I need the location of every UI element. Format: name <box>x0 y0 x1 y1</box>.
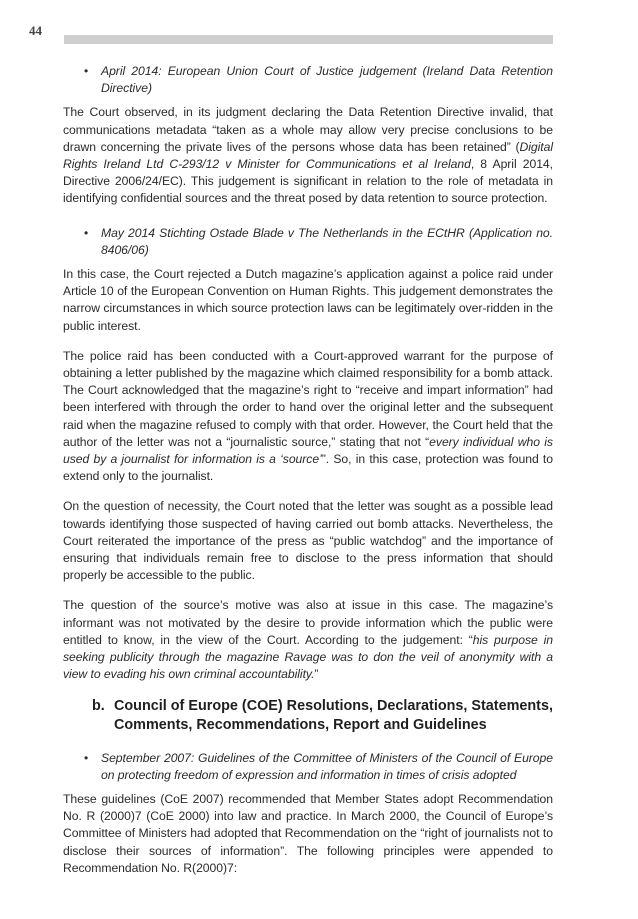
paragraph-text: ” <box>314 667 319 682</box>
case-citation: Digital Rights Ireland Ltd C-293/12 v Minister for Communications et al Ireland <box>63 139 553 172</box>
paragraph-text: , 8 April 2014, Directive 2006/24/EC). This judgement is significant in relation to the role of metadata in identifying confidential sources and the threat posed by data retention to source protection. <box>63 157 553 206</box>
section-title: Council of Europe (COE) Resolutions, Declarations, Statements, Comments, Recommendations, Report and Guidelines <box>114 697 553 733</box>
paragraph-text: The Court observed, in its judgment declaring the Data Retention Directive invalid, that communications metadata “taken as a whole may allow very precise conclusions to be drawn concerning the private lives of the persons whose data has been retained” ( <box>63 105 553 154</box>
section-heading <box>63 697 553 735</box>
quote-text: every individual who is used by a journalist for information is a ‘source’ <box>63 434 553 467</box>
page-content <box>63 63 553 890</box>
paragraph <box>63 104 553 207</box>
bullet-item <box>63 63 553 97</box>
paragraph-text: The police raid has been conducted with a Court-approved warrant for the purpose of obtaining a letter published by the magazine which claimed responsibility for a bomb attack. The Court acknowledged that the magazine’s right to “receive and impart information” had been interfered with through the order to hand over the original letter and the subsequent raid when the magazine refused to comply with that order. However, the Court held that the author of the letter was not a “journalistic source,” stating that not “ <box>63 348 553 449</box>
paragraph <box>63 348 553 486</box>
paragraph <box>63 597 553 683</box>
paragraph-text: ”. So, in this case, protection was found to extend only to the journalist. <box>63 452 553 484</box>
quote-text: his purpose in seeking publicity through the magazine Ravage was to don the veil of anonymity with a view to evading his own criminal accountability. <box>63 632 553 682</box>
bullet-heading: April 2014: European Union Court of Justice judgement (Ireland Data Retention Directive) <box>101 64 553 96</box>
paragraph: In this case, the Court rejected a Dutch magazine’s application against a police raid under Article 10 of the European Convention on Human Rights. This judgement demonstrates the narrow circumstances in which source protection laws can be legitimately over-ridden in the public interest. <box>63 267 553 333</box>
paragraph-text: The question of the source’s motive was also at issue in this case. The magazine’s informant was not motivated by the desire to provide information which the public were entitled to know, in the view of the Court. According to the judgement: “ <box>63 598 553 647</box>
paragraph: These guidelines (CoE 2007) recommended that Member States adopt Recommendation No. R (2000)7 (CoE 2000) into law and practice. In March 2000, the Council of Europe’s Committee of Ministers had adopted that Recommendation on the “right of journalists not to disclose their sources of information”. The following principles were appended to Recommendation No. R(2000)7: <box>63 791 553 875</box>
section-letter: b. <box>92 697 105 714</box>
paragraph: On the question of necessity, the Court noted that the letter was sought as a possible lead towards identifying those suspected of having carried out bomb attacks. Nevertheless, the Court reiterated the importance of the press as “public watchdog” and the importance of ensuring that individuals remain free to disclose to the press information that should properly be accessible to the public. <box>63 499 553 583</box>
bullet-dot-icon: • <box>84 64 89 78</box>
page-number: 44 <box>29 23 42 38</box>
bullet-heading: September 2007: Guidelines of the Committee of Ministers of the Council of Europe on protecting freedom of expression and information in times of crisis adopted <box>101 750 553 782</box>
header-bar <box>64 35 553 44</box>
bullet-heading: May 2014 Stichting Ostade Blade v The Netherlands in the ECtHR (Application no. 8406/06) <box>101 225 553 257</box>
bullet-dot-icon: • <box>84 750 89 765</box>
bullet-dot-icon: • <box>84 225 89 240</box>
bullet-item <box>63 750 553 784</box>
bullet-item <box>63 225 553 259</box>
